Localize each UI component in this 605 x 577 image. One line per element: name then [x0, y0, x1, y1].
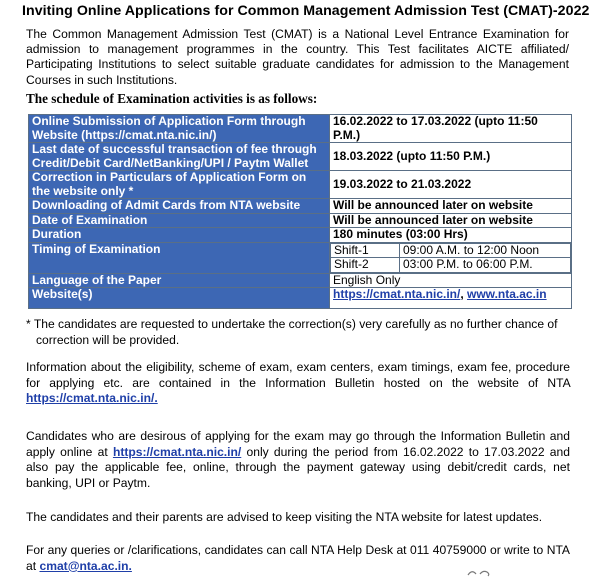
- row-label: Timing of Examination: [29, 242, 330, 273]
- table-row: [29, 288, 572, 309]
- website-link-nta[interactable]: www.nta.ac.in: [467, 287, 547, 301]
- row-value: 180 minutes (03:00 Hrs): [330, 228, 572, 243]
- note-line-2: correction will be provided.: [36, 332, 180, 347]
- note-line-1: * The candidates are requested to undertake the correction(s) very carefully as no further chance of: [26, 317, 558, 331]
- row-value: 18.03.2022 (upto 11:50 P.M.): [330, 143, 572, 171]
- website-link-cmat[interactable]: https://cmat.nta.nic.in/: [333, 287, 461, 301]
- email-link[interactable]: cmat@nta.ac.in.: [39, 558, 132, 573]
- apply-text-b: only during the period from 16.02.2022 to 17.03.2022 and also pay the applicable fee, online, through the payment gateway using debit/credit cards, net banking, UPI or Paytm.: [26, 444, 570, 491]
- row-label: Website(s): [29, 288, 330, 309]
- row-label: Correction in Particulars of Application Form on the website only *: [29, 171, 330, 199]
- schedule-table: [28, 114, 572, 309]
- intro-paragraph: The Common Management Admission Test (CMAT) is a National Level Entrance Examination for admission to management programmes in the country. This Test facilitates AICTE affiliated/ Participating Institutions to select suitable graduate candidates for admission to the Management Courses in such Institutions.: [26, 27, 569, 87]
- shift-name: Shift-1: [331, 243, 400, 258]
- table-row: [29, 199, 572, 214]
- shift-row: [331, 243, 571, 258]
- row-value: 16.02.2022 to 17.03.2022 (upto 11:50 P.M.): [330, 115, 572, 143]
- table-row: [29, 213, 572, 228]
- link-separator: ,: [460, 287, 468, 301]
- apply-link[interactable]: https://cmat.nta.nic.in/: [112, 444, 242, 459]
- scribble-mark: [466, 568, 492, 577]
- row-value: Will be announced later on website: [330, 199, 572, 214]
- row-label: Language of the Paper: [29, 273, 330, 288]
- table-row: [29, 273, 572, 288]
- row-value: 19.03.2022 to 21.03.2022: [330, 171, 572, 199]
- shift-time: 03:00 P.M. to 06:00 P.M.: [400, 258, 571, 273]
- apply-text-a: Candidates who are desirous of applying for the exam may go through the Information Bulletin and apply online at: [26, 429, 570, 459]
- row-label: Date of Examination: [29, 213, 330, 228]
- correction-note: [26, 317, 571, 348]
- row-value: English Only: [330, 273, 572, 288]
- row-label: Online Submission of Application Form through Website (https://cmat.nta.nic.in/): [29, 115, 330, 143]
- row-value: [330, 242, 572, 273]
- schedule-heading: The schedule of Examination activities is as follows:: [26, 91, 318, 106]
- row-label: Downloading of Admit Cards from NTA website: [29, 199, 330, 214]
- row-label: Last date of successful transaction of fee through Credit/Debit Card/NetBanking/UPI / Paytm Wallet: [29, 143, 330, 171]
- info-link[interactable]: https://cmat.nta.nic.in/.: [26, 391, 158, 406]
- contact-text: For any queries or /clarifications, candidates can call NTA Help Desk at 011 40759000 or write to NTA at: [26, 543, 570, 573]
- info-text: Information about the eligibility, scheme of exam, exam centers, exam timings, exam fee, procedure for applying etc. are contained in the Information Bulletin hosted on the website of NTA: [26, 360, 570, 390]
- advice-paragraph: The candidates and their parents are advised to keep visiting the NTA website for latest updates.: [26, 510, 543, 524]
- table-row: [29, 143, 572, 171]
- table-row: [29, 115, 572, 143]
- page-title: Inviting Online Applications for Common Management Admission Test (CMAT)-2022: [22, 3, 590, 19]
- apply-paragraph: [26, 429, 570, 492]
- shift-time: 09:00 A.M. to 12:00 Noon: [400, 243, 571, 258]
- table-row: [29, 242, 572, 273]
- table-row: [29, 228, 572, 243]
- row-value: Will be announced later on website: [330, 213, 572, 228]
- info-paragraph: [26, 360, 570, 407]
- shift-row: [331, 258, 571, 273]
- shift-name: Shift-2: [331, 258, 400, 273]
- row-label: Duration: [29, 228, 330, 243]
- table-row: [29, 171, 572, 199]
- row-value: [330, 288, 572, 309]
- shift-table: [330, 243, 571, 273]
